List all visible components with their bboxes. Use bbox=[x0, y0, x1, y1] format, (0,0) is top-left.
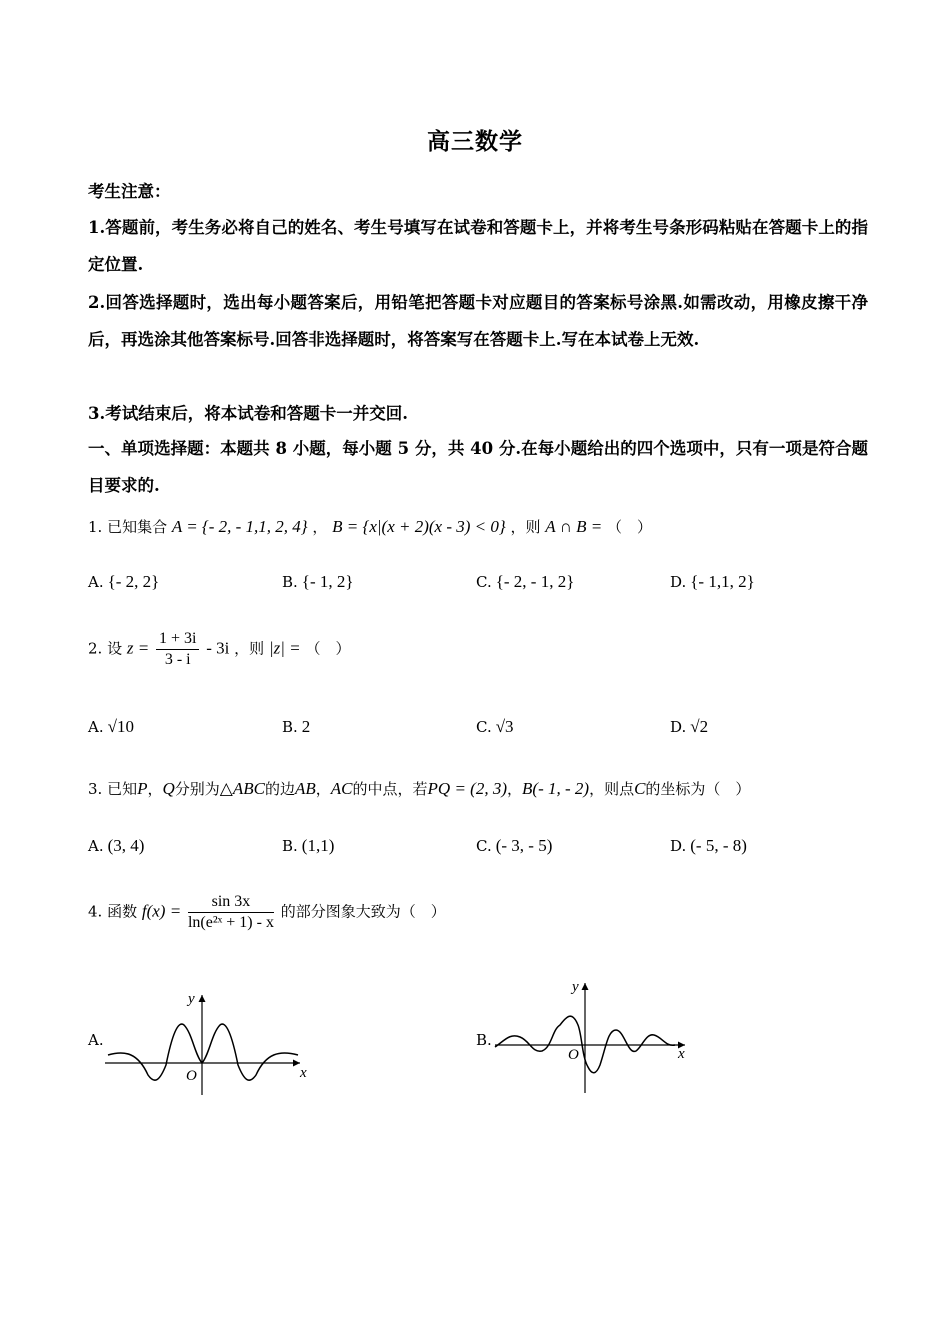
question-2 bbox=[88, 630, 350, 669]
q2-z-eq: z = bbox=[126, 638, 150, 658]
q1-prefix: 1. 已知集合 bbox=[88, 518, 168, 536]
q3-side-ab: AB bbox=[295, 779, 316, 798]
curve-a bbox=[108, 1024, 298, 1080]
notice-item-1: 1.答题前，考生务必将自己的姓名、考生号填写在试卷和答题卡上，并将考生号条形码粘贴在答题卡上的指定位置. bbox=[88, 218, 868, 274]
q3-text: ， bbox=[315, 780, 331, 798]
q4-option-b-label[interactable]: B. bbox=[476, 1031, 492, 1049]
option-value: (- 5, - 8) bbox=[690, 836, 747, 855]
q4-prefix: 4. 函数 bbox=[88, 902, 138, 921]
q3-side-ac: AC bbox=[330, 779, 353, 798]
option-label: A. bbox=[88, 718, 104, 736]
q1-comma: ， bbox=[312, 518, 328, 536]
q3-option-d[interactable] bbox=[670, 836, 747, 856]
q2-option-b[interactable] bbox=[282, 717, 310, 737]
q1-then: ，则 bbox=[510, 518, 541, 536]
origin-label: O bbox=[568, 1047, 579, 1063]
q4-suffix: 的部分图象大致为（ ） bbox=[280, 902, 446, 921]
q3-triangle: △ABC bbox=[219, 779, 265, 798]
q4-fraction bbox=[188, 893, 274, 932]
q3-text: ， bbox=[147, 780, 163, 798]
q2-then: ，则 bbox=[234, 639, 265, 658]
option-value: √2 bbox=[690, 717, 709, 736]
x-axis-label: x bbox=[678, 1046, 685, 1062]
option-label: B. bbox=[282, 718, 298, 736]
option-label: B. bbox=[282, 837, 298, 855]
q2-prefix: 2. 设 bbox=[88, 639, 123, 658]
x-axis-label: x bbox=[300, 1065, 307, 1081]
option-label: C. bbox=[476, 718, 492, 736]
option-label: A. bbox=[88, 573, 104, 591]
q3-point-q: Q bbox=[162, 779, 175, 798]
option-value: 2 bbox=[301, 717, 311, 736]
q3-text: 的坐标为（ ） bbox=[645, 780, 751, 798]
option-value: {- 1,1, 2} bbox=[690, 572, 755, 591]
q3-text: 分别为 bbox=[174, 780, 220, 798]
q3-vector-pq: PQ = (2, 3) bbox=[427, 779, 508, 798]
q1-option-c[interactable] bbox=[476, 572, 574, 592]
q3-text: 的边 bbox=[264, 780, 295, 798]
option-label: C. bbox=[476, 573, 492, 591]
option-label: D. bbox=[670, 718, 687, 736]
q2-paren: （ ） bbox=[305, 639, 351, 658]
q4-denominator: ln(e²ˣ + 1) - x bbox=[187, 914, 274, 931]
section-heading: 一、单项选择题：本题共 8 小题，每小题 5 分，共 40 分.在每小题给出的四个选项中，只有一项是符合题目要求的. bbox=[88, 439, 868, 495]
q2-numerator: 1 + 3i bbox=[156, 630, 199, 650]
option-value: {- 2, - 1, 2} bbox=[495, 572, 575, 591]
option-label: A. bbox=[88, 837, 104, 855]
notice-item-3: 3.考试结束后，将本试卷和答题卡一并交回. bbox=[88, 404, 408, 423]
notice-item-2: 2.回答选择题时，选出每小题答案后，用铅笔把答题卡对应题目的答案标号涂黑.如需改动，用橡皮擦干净后，再选涂其他答案标号.回答非选择题时，将答案写在答题卡上.写在本试卷上无效. bbox=[88, 293, 868, 349]
q2-denominator: 3 - i bbox=[164, 651, 191, 668]
q3-text: ， bbox=[507, 780, 523, 798]
q3-point-c: C bbox=[634, 779, 646, 798]
q1-expr: A ∩ B = bbox=[545, 517, 603, 536]
q1-set-b: B = {x|(x + 2)(x - 3) < 0} bbox=[332, 517, 506, 536]
q1-set-a: A = {- 2, - 1,1, 2, 4} bbox=[171, 517, 308, 536]
notice-heading: 考生注意： bbox=[88, 182, 171, 201]
y-axis-label: y bbox=[188, 991, 195, 1007]
q4-graph-a[interactable] bbox=[100, 985, 315, 1100]
question-3 bbox=[88, 778, 750, 799]
q4-numerator: sin 3x bbox=[188, 893, 274, 913]
q3-point-p: P bbox=[137, 779, 148, 798]
q1-option-a[interactable] bbox=[88, 572, 159, 592]
option-value: (1,1) bbox=[301, 836, 335, 855]
option-value: {- 2, 2} bbox=[107, 572, 160, 591]
option-label: C. bbox=[476, 837, 492, 855]
option-value: (- 3, - 5) bbox=[495, 836, 553, 855]
question-1 bbox=[88, 516, 652, 537]
q4-option-a-label[interactable]: A. bbox=[88, 1031, 104, 1049]
q1-option-d[interactable] bbox=[670, 572, 755, 592]
q3-option-a[interactable] bbox=[88, 836, 144, 856]
option-label: B. bbox=[282, 573, 298, 591]
q4-graph-b[interactable] bbox=[490, 975, 700, 1100]
option-value: {- 1, 2} bbox=[301, 572, 354, 591]
option-value: (3, 4) bbox=[107, 836, 145, 855]
q1-option-b[interactable] bbox=[282, 572, 354, 592]
q3-option-b[interactable] bbox=[282, 836, 334, 856]
q2-option-a[interactable] bbox=[88, 717, 134, 737]
option-value: √10 bbox=[107, 717, 134, 736]
q4-f: f(x) = bbox=[141, 901, 182, 921]
option-label: D. bbox=[670, 837, 687, 855]
origin-label: O bbox=[186, 1068, 197, 1084]
q3-option-c[interactable] bbox=[476, 836, 552, 856]
q3-text: 3. 已知 bbox=[88, 780, 138, 798]
question-4 bbox=[88, 893, 446, 932]
q2-abs: |z| = bbox=[268, 638, 301, 658]
q3-text: 的中点，若 bbox=[352, 780, 428, 798]
option-value: √3 bbox=[495, 717, 514, 736]
y-axis-label: y bbox=[572, 979, 579, 995]
q2-fraction bbox=[156, 630, 199, 669]
q1-paren: （ ） bbox=[607, 518, 653, 536]
page-title: 高三数学 bbox=[427, 128, 523, 155]
q2-option-c[interactable] bbox=[476, 717, 514, 737]
q2-tail: - 3i bbox=[206, 638, 230, 658]
q3-point-b: B(- 1, - 2) bbox=[522, 779, 590, 798]
q3-text: ，则点 bbox=[589, 780, 635, 798]
q2-option-d[interactable] bbox=[670, 717, 708, 737]
option-label: D. bbox=[670, 573, 687, 591]
